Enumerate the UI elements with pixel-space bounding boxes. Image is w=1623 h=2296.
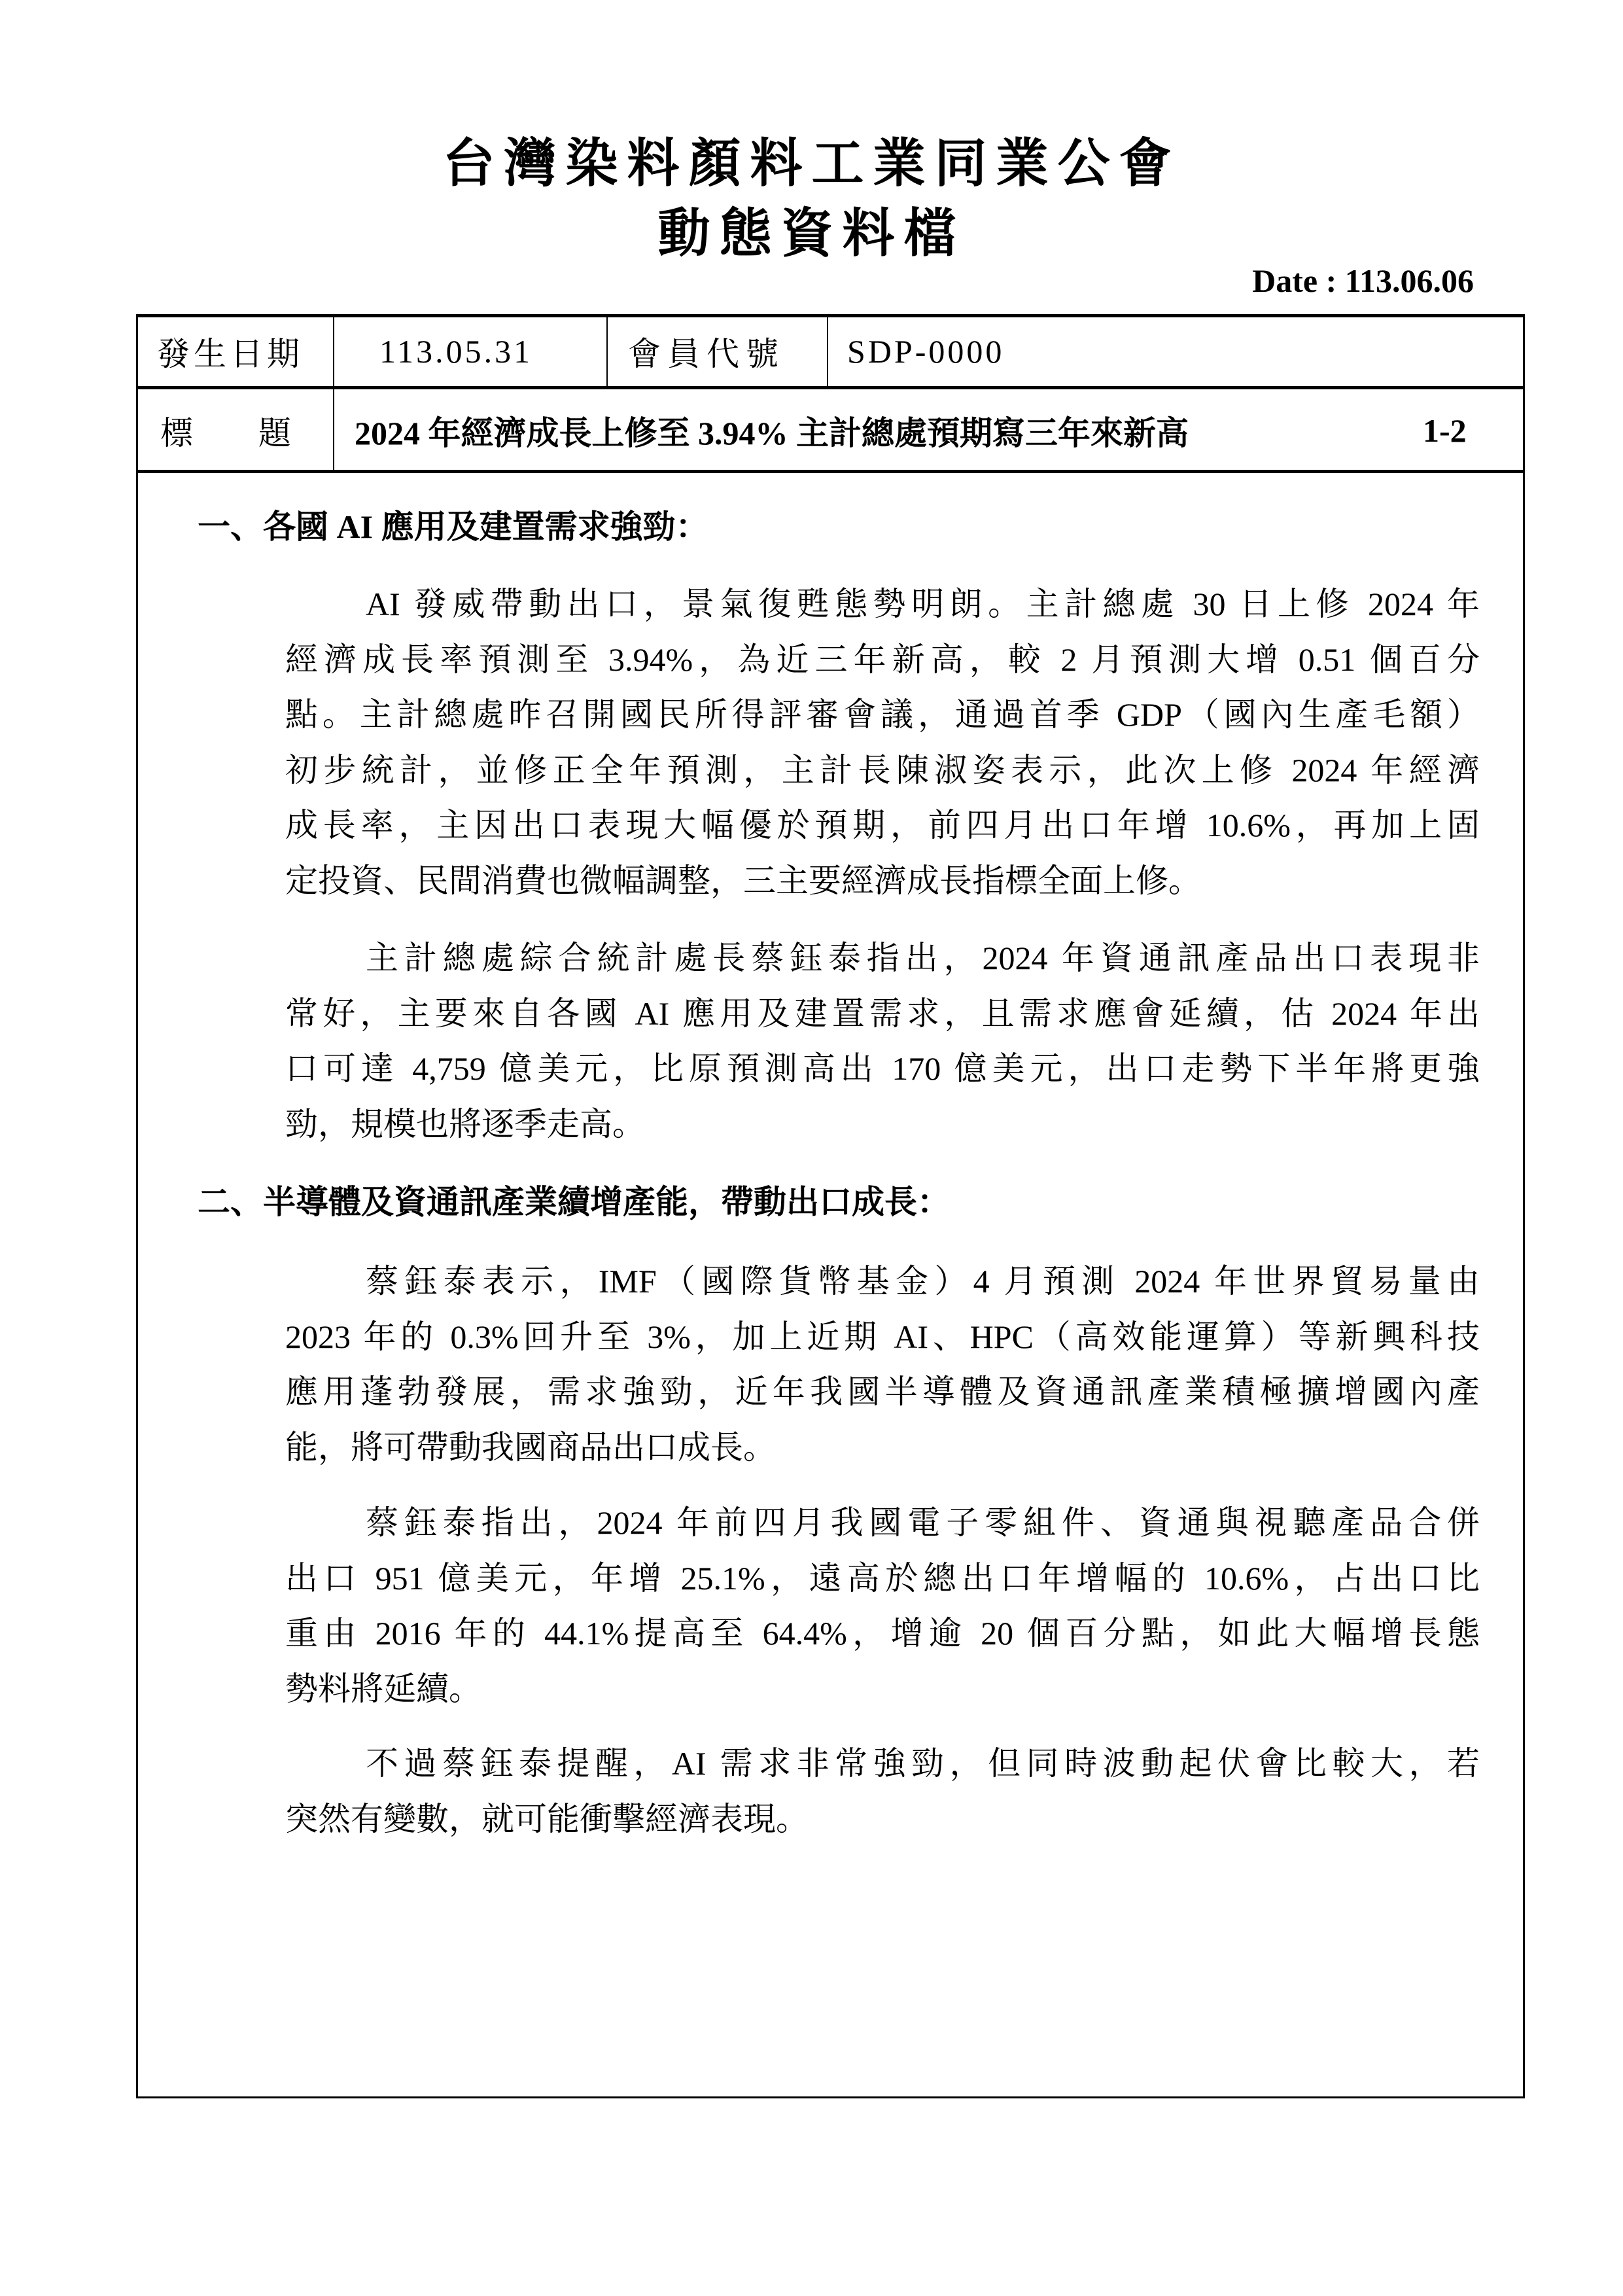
- paragraph: [285, 576, 1480, 908]
- paragraph-line: 突然有變數，就可能衝擊經濟表現。: [285, 1800, 809, 1837]
- paragraph: [285, 1736, 1480, 1846]
- paragraph-line: 點。主計總處昨召開國民所得評審會議，通過首季 GDP（國內生產毛額）: [285, 696, 1480, 733]
- member-label: 會員代號: [628, 336, 785, 372]
- paragraph-line: 成長率，主因出口表現大幅優於預期，前四月出口年增 10.6%，再加上固: [285, 807, 1480, 843]
- paragraph: [285, 930, 1480, 1152]
- paragraph: [285, 1495, 1480, 1716]
- paragraph-line: 勢料將延續。: [285, 1670, 481, 1707]
- paragraph-line: 出口 951 億美元，年增 25.1%，遠高於總出口年增幅的 10.6%，占出口比: [285, 1559, 1480, 1597]
- paragraph-line: 定投資、民間消費也微幅調整，三主要經濟成長指標全面上修。: [285, 862, 1201, 899]
- title-value: 2024 年經濟成長上修至 3.94% 主計總處預期寫三年來新高: [355, 415, 1189, 451]
- paragraph-line: 重由 2016 年的 44.1%提高至 64.4%，增逾 20 個百分點，如此大幅增長態: [285, 1615, 1480, 1651]
- paragraph-line: 主計總處綜合統計處長蔡鈺泰指出，2024 年資通訊產品出口表現非: [366, 940, 1480, 976]
- document-date: Date : 113.06.06: [1252, 262, 1474, 299]
- title-label: 標 題: [160, 415, 291, 451]
- date-value: 113.05.31: [379, 333, 533, 370]
- column-divider: [333, 314, 334, 471]
- date-label: 發生日期: [157, 336, 304, 372]
- paragraph-line: 初步統計，並修正全年預測，主計長陳淑姿表示，此次上修 2024 年經濟: [285, 751, 1480, 788]
- paragraph-line: 能，將可帶動我國商品出口成長。: [285, 1428, 776, 1466]
- section-heading: 二、半導體及資通訊產業續增產能，帶動出口成長：: [198, 1184, 950, 1220]
- paragraph-line: 蔡鈺泰表示，IMF（國際貨幣基金）4 月預測 2024 年世界貿易量由: [366, 1263, 1480, 1299]
- paragraph-line: 2023 年的 0.3%回升至 3%，加上近期 AI、HPC（高效能運算）等新興科技: [285, 1318, 1480, 1355]
- document-type-title: 動態資料檔: [657, 205, 966, 263]
- organization-title: 台灣染料顏料工業同業公會: [442, 135, 1181, 193]
- member-value: SDP-0000: [847, 333, 1005, 370]
- column-divider: [606, 314, 608, 387]
- page-number: 1-2: [1423, 412, 1467, 449]
- paragraph-line: 勁，規模也將逐季走高。: [285, 1105, 645, 1142]
- paragraph-line: 常好，主要來自各國 AI 應用及建置需求，且需求應會延續，估 2024 年出: [285, 995, 1480, 1032]
- paragraph-line: 口可達 4,759 億美元，比原預測高出 170 億美元，出口走勢下半年將更強: [285, 1050, 1480, 1087]
- paragraph-line: AI 發威帶動出口，景氣復甦態勢明朗。主計總處 30 日上修 2024 年: [366, 586, 1480, 622]
- column-divider: [827, 314, 828, 387]
- paragraph-line: 應用蓬勃發展，需求強勁，近年我國半導體及資通訊產業積極擴增國內產: [285, 1373, 1480, 1410]
- paragraph-line: 蔡鈺泰指出，2024 年前四月我國電子零組件、資通與視聽產品合併: [366, 1504, 1480, 1541]
- paragraph: [285, 1254, 1480, 1475]
- paragraph-line: 經濟成長率預測至 3.94%，為近三年新高，較 2 月預測大增 0.51 個百分: [285, 641, 1480, 678]
- section-heading: 一、各國 AI 應用及建置需求強勁：: [198, 508, 708, 545]
- table-top-border: [136, 314, 1525, 317]
- paragraph-line: 不過蔡鈺泰提醒，AI 需求非常強勁，但同時波動起伏會比較大，若: [366, 1745, 1480, 1782]
